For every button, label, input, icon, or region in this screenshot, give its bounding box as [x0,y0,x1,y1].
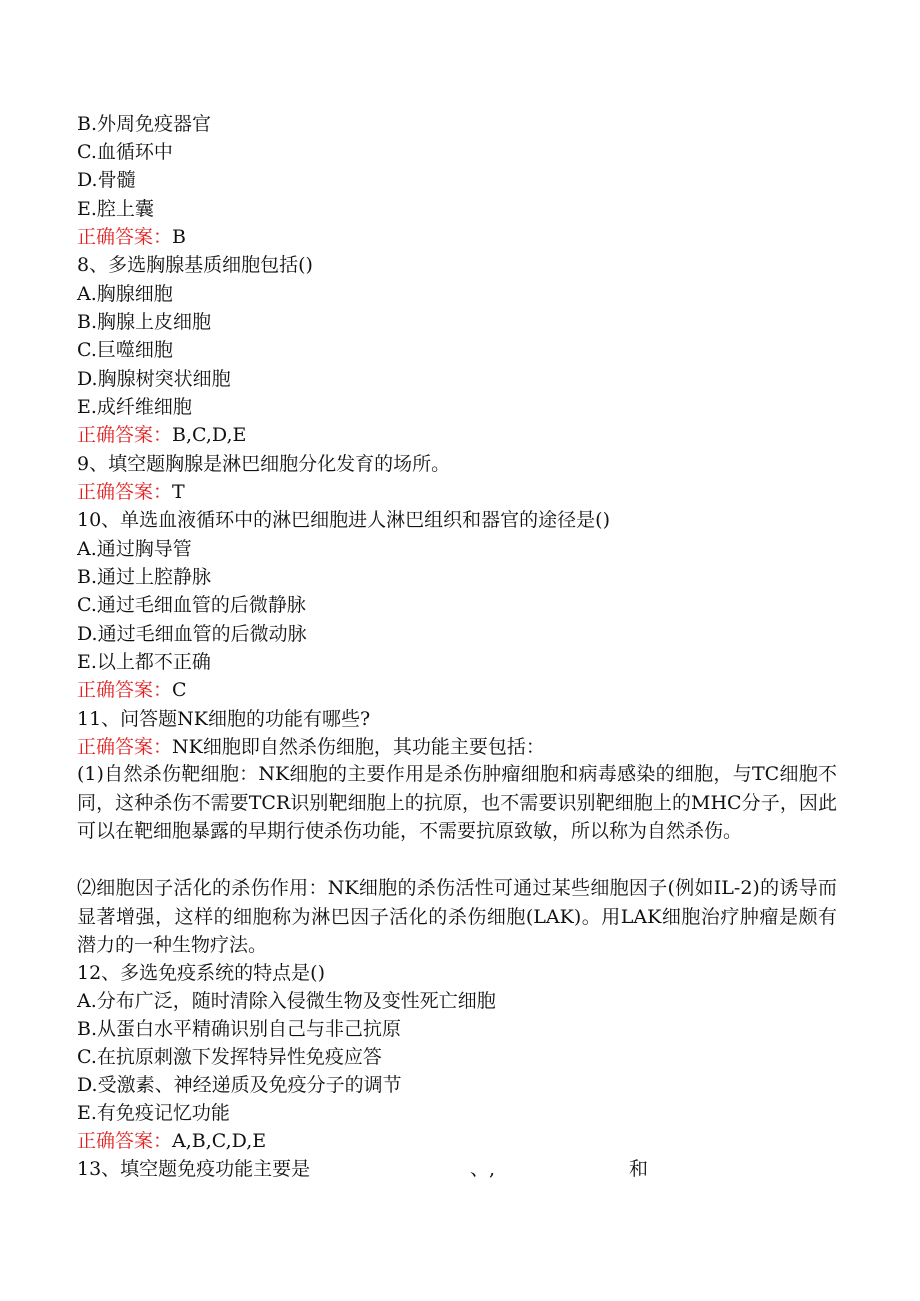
answer-value: T [172,481,185,503]
q10-option-c: C.通过毛细血管的后微静脉 [77,594,306,616]
q13-blank-separator: 、, [470,1158,496,1180]
q7-option-b: B.外周免疫器官 [77,113,212,135]
q8-option-a: A.胸腺细胞 [77,283,173,305]
q7-option-d: D.骨髓 [77,169,136,191]
q12-question: 12、多选免疫系统的特点是() [77,962,326,984]
answer-label: 正确答案： [77,424,173,446]
q12-option-d: D.受激素、神经递质及免疫分子的调节 [77,1074,402,1096]
q13-blank-and: 和 [629,1158,649,1180]
q7-option-e: E.腔上囊 [77,198,154,220]
answer-value: B,C,D,E [172,424,247,446]
answer-label: 正确答案： [77,481,173,503]
q12-option-c: C.在抗原刺激下发挥特异性免疫应答 [77,1046,382,1068]
q9-answer [77,479,185,505]
q8-option-b: B.胸腺上皮细胞 [77,311,212,333]
q8-option-e: E.成纤维细胞 [77,396,192,418]
q11-question: 11、问答题NK细胞的功能有哪些? [77,708,371,730]
q10-option-a: A.通过胸导管 [77,538,192,560]
q10-option-e: E.以上都不正确 [77,651,211,673]
answer-label: 正确答案： [77,736,173,758]
q10-question: 10、单选血液循环中的淋巴细胞进人淋巴组织和器官的途径是() [77,509,611,531]
q11-answer [77,734,545,760]
q10-answer [77,677,187,703]
q7-option-c: C.血循环中 [77,141,173,163]
q11-paragraph-2: ⑵细胞因子活化的杀伤作用：NK细胞的杀伤活性可通过某些细胞因子(例如IL-2)的诱导而显著增强，这样的细胞称为淋巴因子活化的杀伤细胞(LAK)。用LAK细胞治疗肿瘤是颇有潜力的一种生物疗法。 [77,877,837,956]
answer-value: C [172,679,187,701]
answer-label: 正确答案： [77,679,173,701]
answer-label: 正确答案： [77,226,173,248]
q10-option-b: B.通过上腔静脉 [77,566,212,588]
q12-answer [77,1128,266,1154]
answer-label: 正确答案： [77,1130,173,1152]
q7-answer [77,224,186,250]
answer-intro: NK细胞即自然杀伤细胞，其功能主要包括： [172,736,545,758]
q13-question: 13、填空题免疫功能主要是 [77,1158,311,1180]
q9-question: 9、填空题胸腺是淋巴细胞分化发育的场所。 [77,453,451,475]
q12-option-b: B.从蛋白水平精确识别自己与非己抗原 [77,1018,402,1040]
q8-answer [77,422,246,448]
q11-paragraph-1: (1)自然杀伤靶细胞：NK细胞的主要作用是杀伤肿瘤细胞和病毒感染的细胞，与TC细胞不同，这种杀伤不需要TCR识别靶细胞上的抗原，也不需要识别靶细胞上的MHC分子，因此可以在靶细胞暴露的早期行使杀伤功能，不需要抗原致敏，所以称为自然杀伤。 [77,763,837,842]
q12-option-e: E.有免疫记忆功能 [77,1102,230,1124]
q12-option-a: A.分布广泛，随时清除入侵微生物及变性死亡细胞 [77,990,496,1012]
q10-option-d: D.通过毛细血管的后微动脉 [77,623,307,645]
q8-question: 8、多选胸腺基质细胞包括() [77,254,313,276]
answer-value: A,B,C,D,E [172,1130,267,1152]
q8-option-d: D.胸腺树突状细胞 [77,368,231,390]
q8-option-c: C.巨噬细胞 [77,339,173,361]
answer-value: B [172,226,186,248]
